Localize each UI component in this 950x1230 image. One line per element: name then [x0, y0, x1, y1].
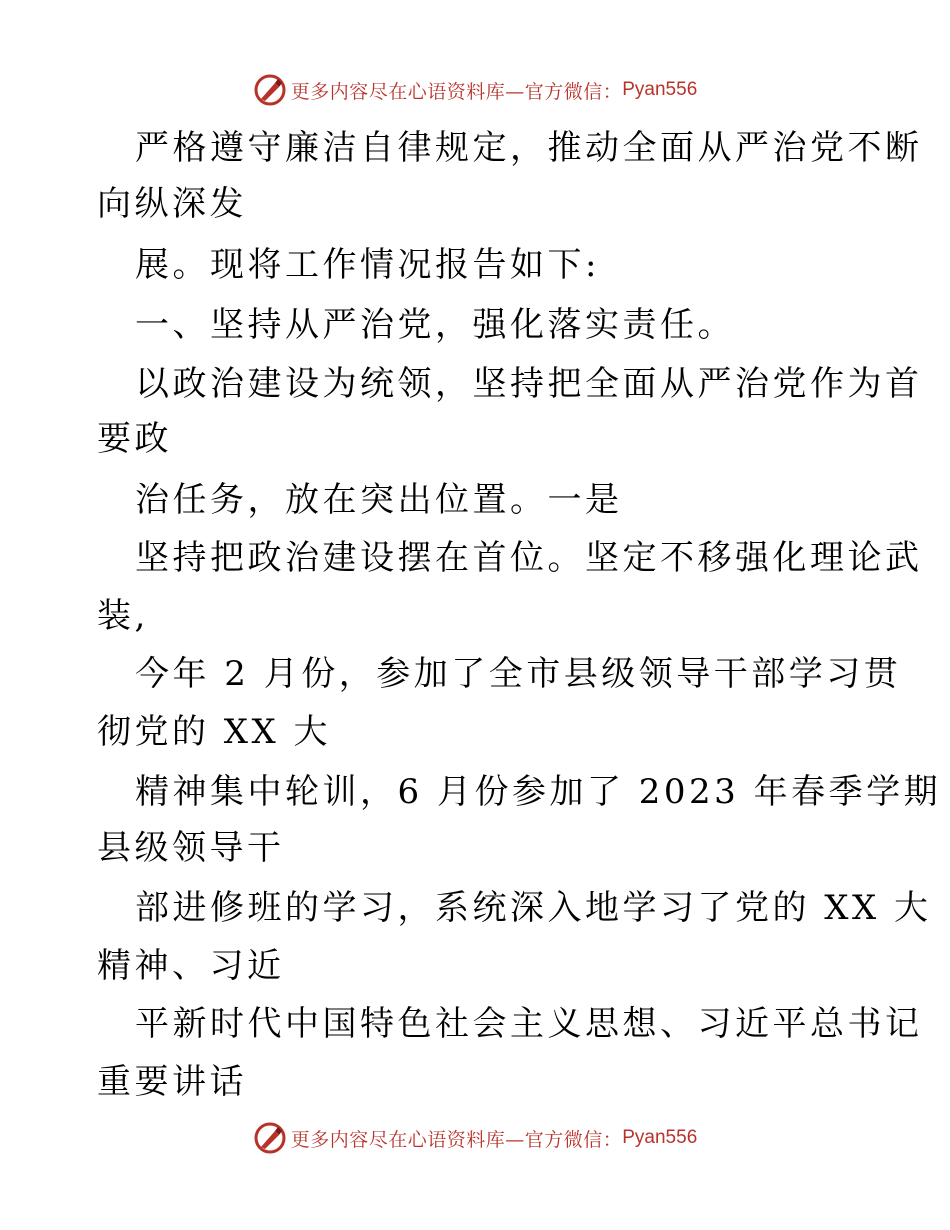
banner-text: 更多内容尽在心语资料库—官方微信：: [290, 80, 623, 103]
section-heading: 一、坚持从严治党，强化落实责任。: [135, 305, 735, 345]
text-line: 装,: [97, 596, 149, 636]
banner-wechat-id: Pyan556: [622, 1127, 698, 1148]
pen-logo-icon: [253, 73, 287, 107]
text-line: 今年 2 月份，参加了全市县级领导干部学习贯: [135, 654, 902, 694]
text-line: 治任务，放在突出位置。一是: [135, 480, 623, 520]
banner-text: 更多内容尽在心语资料库—官方微信：: [290, 1128, 623, 1151]
text-line: 要政: [97, 419, 172, 459]
text-line: 展。现将工作情况报告如下:: [135, 245, 600, 285]
banner-wechat-id: Pyan556: [622, 79, 698, 100]
pen-logo-icon: [253, 1121, 287, 1155]
text-line: 向纵深发: [97, 184, 247, 224]
text-line: 部进修班的学习，系统深入地学习了党的 XX 大: [135, 888, 932, 928]
text-line: 以政治建设为统领，坚持把全面从严治党作为首: [135, 364, 923, 404]
text-line: 重要讲话: [97, 1062, 247, 1102]
text-line: 彻党的 XX 大: [97, 712, 332, 752]
text-line: 精神、习近: [97, 946, 285, 986]
text-line: 坚持把政治建设摆在首位。坚定不移强化理论武: [135, 538, 923, 578]
text-line: 平新时代中国特色社会主义思想、习近平总书记: [135, 1004, 923, 1044]
header-banner: [0, 70, 950, 110]
text-line: 精神集中轮训，6 月份参加了 2023 年春季学期: [135, 772, 942, 812]
text-line: 严格遵守廉洁自律规定，推动全面从严治党不断: [135, 128, 923, 168]
text-line: 县级领导干: [97, 828, 285, 868]
footer-banner: [0, 1118, 950, 1158]
